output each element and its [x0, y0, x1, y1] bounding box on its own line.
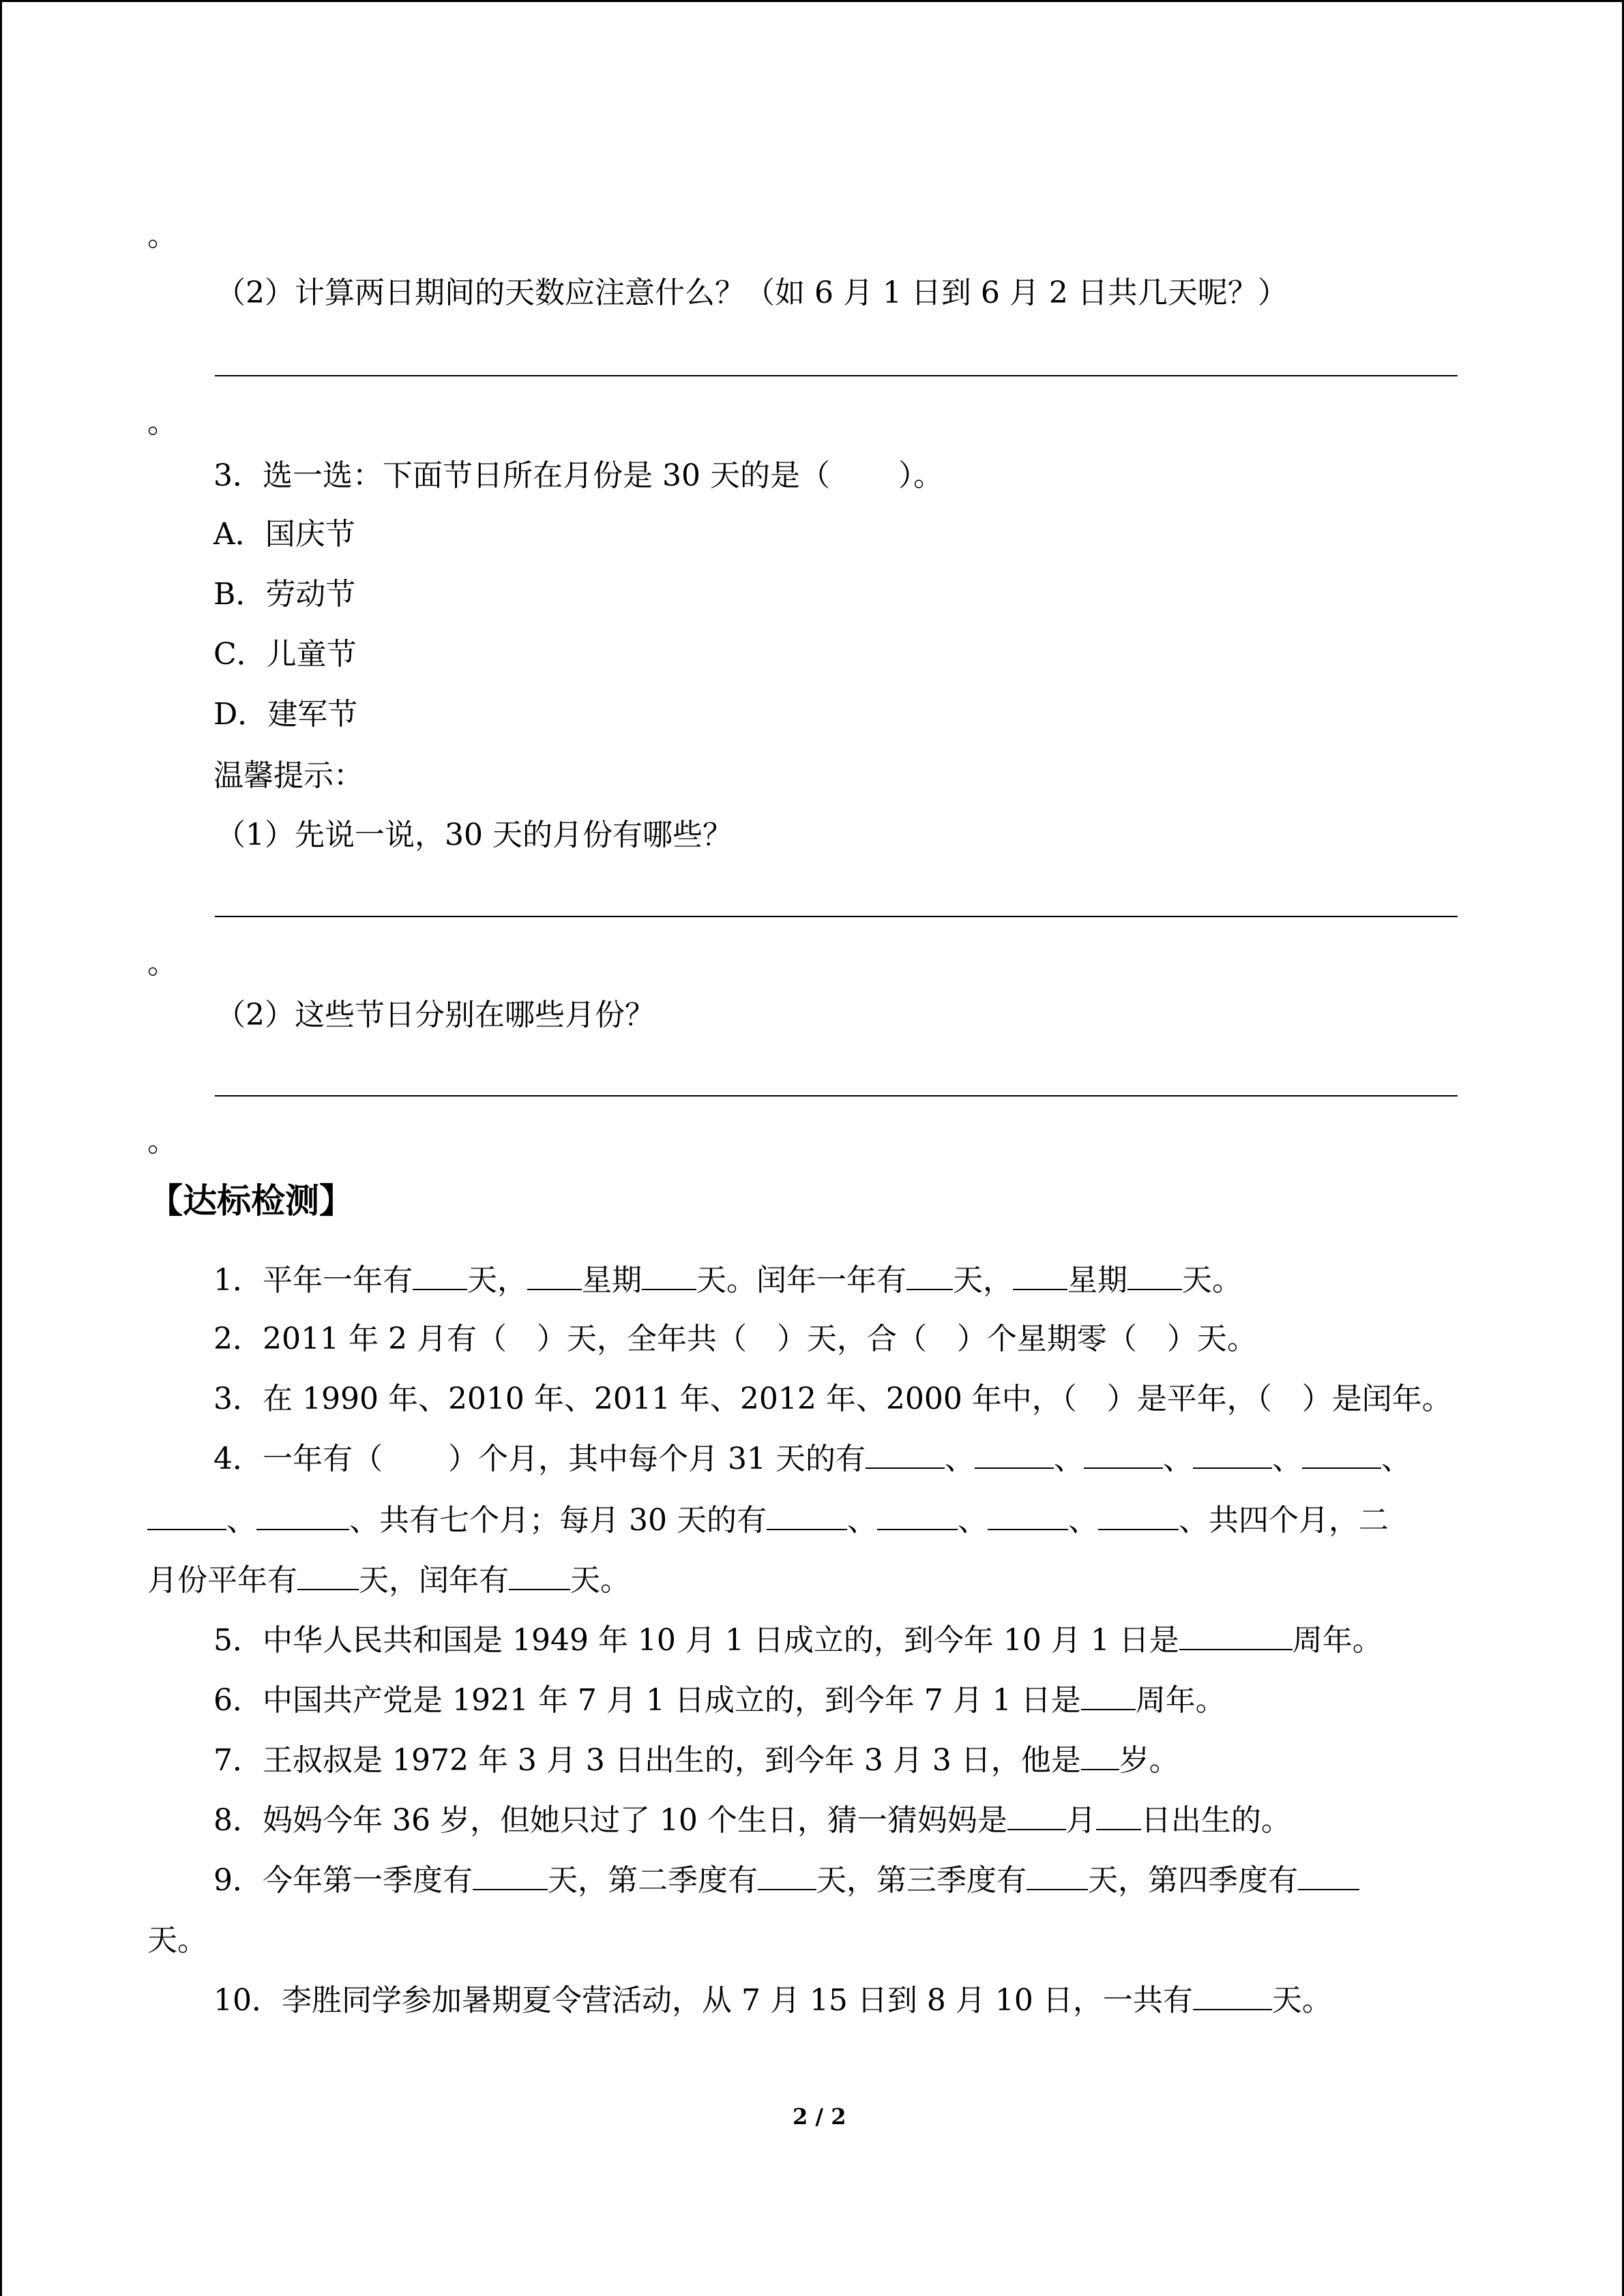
test-question-1: 1．平年一年有 天， 星期 天。闰年一年有 天， 星期 天。: [213, 1263, 1242, 1298]
period-mark: 。: [147, 405, 177, 440]
test-question-7: 7．王叔叔是 1972 年 3 月 3 日出生的，到今年 3 月 3 日，他是 岁。: [213, 1743, 1179, 1778]
page-border-top: [0, 0, 1624, 2]
tips-label: 温馨提示：: [213, 758, 364, 793]
hint-2-days-between: （2）计算两日期间的天数应注意什么？（如 6 月 1 日到 6 月 2 日共几天呢？）: [216, 275, 1288, 310]
test-question-6: 6．中国共产党是 1921 年 7 月 1 日成立的，到今年 7 月 1 日是 周年。: [213, 1683, 1226, 1718]
page-number: 2 / 2: [793, 2104, 846, 2130]
test-question-10: 10．李胜同学参加暑期夏令营活动，从 7 月 15 日到 8 月 10 日，一共有 天。: [213, 1983, 1332, 2018]
answer-line: [215, 375, 1458, 376]
option-d: D．建军节: [213, 697, 358, 732]
hint-2-festival-months: （2）这些节日分别在哪些月份？: [216, 998, 655, 1032]
test-question-3: 3．在 1990 年、2010 年、2011 年、2012 年、2000 年中，（ ）是平年，（ ）是闰年。: [213, 1382, 1452, 1416]
test-question-9: 9．今年第一季度有 天，第二季度有 天，第三季度有 天，第四季度有: [213, 1860, 1359, 1901]
test-question-5: 5．中华人民共和国是 1949 年 10 月 1 日成立的，到今年 10 月 1 日是 周年。: [213, 1623, 1383, 1658]
test-question-4-line-1: 4．一年有（ ）个月，其中每个月 31 天的有 、 、 、 、 、: [213, 1442, 1411, 1476]
period-mark: 。: [147, 1124, 177, 1159]
answer-line: [215, 916, 1458, 917]
test-question-4-line-3: 月份平年有 天，闰年有 天。: [147, 1563, 630, 1598]
test-question-9-continued: 天。: [147, 1923, 207, 1958]
test-question-2: 2．2011 年 2 月有（ ）天，全年共（ ）天，合（ ）个星期零（ ）天。: [213, 1322, 1257, 1356]
question-3-stem: 3．选一选：下面节日所在月份是 30 天的是（ ）。: [213, 458, 943, 493]
period-mark: 。: [147, 218, 177, 253]
option-c: C．儿童节: [213, 637, 357, 672]
answer-line: [215, 1095, 1458, 1097]
period-mark: 。: [147, 946, 177, 981]
option-b: B．劳动节: [213, 577, 356, 612]
option-a: A．国庆节: [213, 517, 355, 552]
page-border-left: [0, 0, 2, 2296]
test-question-4-line-2: 、 、共有七个月；每月 30 天的有 、 、 、 、共四个月，二: [147, 1500, 1389, 1541]
hint-1-thirty-day-months: （1）先说一说，30 天的月份有哪些？: [216, 818, 733, 852]
test-question-8: 8．妈妈今年 36 岁，但她只过了 10 个生日，猜一猜妈妈是 月 日出生的。: [213, 1803, 1291, 1838]
section-title: 【达标检测】: [149, 1181, 353, 1221]
